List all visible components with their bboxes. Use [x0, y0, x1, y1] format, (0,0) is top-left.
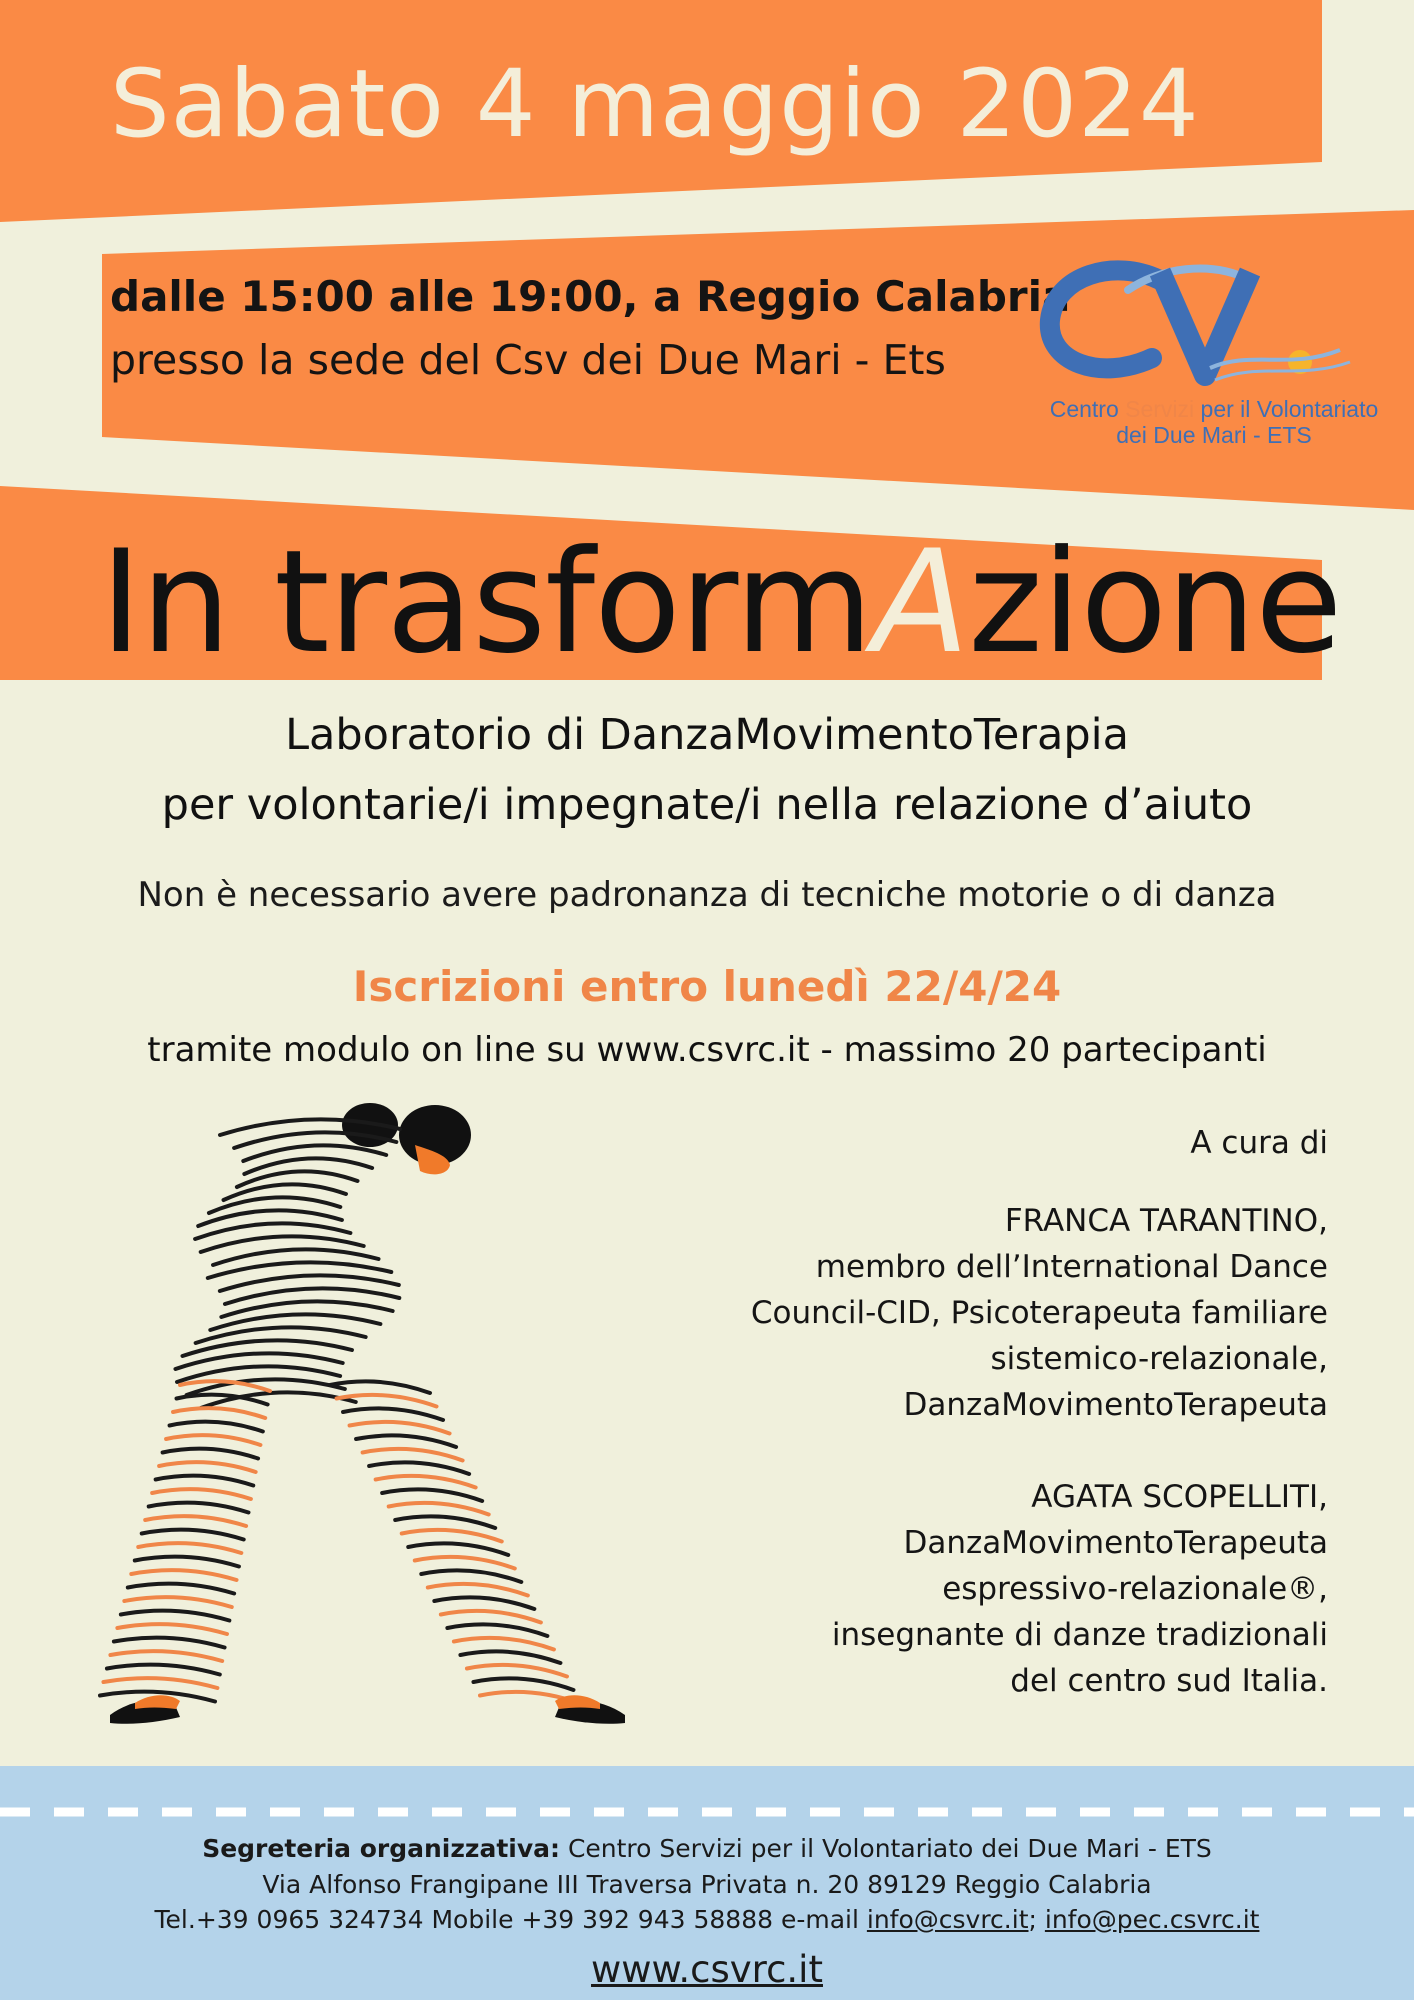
subtitle-line-1: Laboratorio di DanzaMovimentoTerapia	[285, 710, 1129, 760]
curator-1-line-3: Council-CID, Psicoterapeuta familiare	[750, 1295, 1328, 1331]
footer-dashed-divider	[0, 1806, 1414, 1818]
left-leg-stripe	[138, 1543, 241, 1553]
left-leg-stripe	[117, 1624, 227, 1634]
registration-details: tramite modulo on line su www.csvrc.it - massimo 20 partecipanti	[147, 1030, 1267, 1070]
event-time-place: dalle 15:00 alle 19:00, a Reggio Calabria	[110, 272, 1071, 321]
csv-logo-mark-icon	[1010, 250, 1410, 400]
logo-text-centro: Centro	[1049, 396, 1126, 422]
left-leg-stripe	[124, 1597, 231, 1607]
curator-1-line-1: FRANCA TARANTINO,	[1004, 1203, 1328, 1239]
left-leg-stripe	[145, 1516, 246, 1526]
email-link-info[interactable]: info@csvrc.it	[866, 1905, 1029, 1934]
left-leg-stripe	[103, 1678, 217, 1688]
right-foot-icon	[555, 1695, 600, 1709]
curator-1-line-5: DanzaMovimentoTerapeuta	[903, 1387, 1328, 1423]
right-leg-stripe	[467, 1665, 567, 1677]
footer-organizer	[0, 1834, 1414, 1863]
right-leg-stripe	[343, 1408, 443, 1420]
logo-line-2: dei Due Mari - ETS	[1116, 422, 1312, 448]
left-leg-stripe	[142, 1530, 244, 1540]
requirement-note: Non è necessario avere padronanza di tecniche motorie o di danza	[137, 875, 1277, 915]
left-leg-stripe	[149, 1503, 249, 1513]
left-leg-stripe	[128, 1584, 234, 1594]
right-leg-stripe	[382, 1489, 482, 1501]
left-leg-stripe	[166, 1435, 260, 1445]
curator-agata-scopelliti	[832, 1474, 1328, 1704]
curator-2-line-2: DanzaMovimentoTerapeuta	[903, 1525, 1328, 1561]
logo-line-1	[1018, 396, 1410, 422]
subtitle-line-2: per volontarie/i impegnate/i nella relazione d’aiuto	[161, 780, 1253, 830]
logo-text	[1018, 396, 1410, 448]
left-leg-stripe	[170, 1422, 263, 1432]
right-leg-stripe	[395, 1516, 495, 1528]
dancer-torso-stripes	[175, 1119, 400, 1408]
right-leg-stripe	[434, 1597, 534, 1609]
left-leg-stripe	[110, 1651, 222, 1661]
curator-2-line-3: espressivo-relazionale®,	[942, 1571, 1328, 1607]
curator-2-line-4: insegnante di danze tradizionali	[831, 1617, 1328, 1653]
curator-2-line-5: del centro sud Italia.	[1010, 1663, 1328, 1699]
right-leg-stripe	[460, 1651, 560, 1663]
right-leg-stripe	[415, 1557, 515, 1569]
left-leg-stripe	[159, 1462, 256, 1472]
csv-logo	[1010, 250, 1410, 455]
footer-org-name: Centro Servizi per il Volontariato dei Due Mari - ETS	[560, 1834, 1212, 1863]
right-leg-stripe	[376, 1476, 476, 1488]
footer-contacts	[0, 1905, 1414, 1934]
right-leg-stripe	[369, 1462, 469, 1474]
website-link[interactable]: www.csvrc.it	[591, 1948, 823, 1991]
right-leg-stripe	[350, 1422, 450, 1434]
event-venue: presso la sede del Csv dei Due Mari - Ets	[110, 336, 946, 384]
left-leg-stripe	[163, 1449, 258, 1459]
email-link-pec[interactable]: info@pec.csvrc.it	[1044, 1905, 1260, 1934]
right-leg-stripe	[447, 1624, 547, 1636]
dancer-illustration	[70, 1095, 720, 1755]
left-leg-stripe	[107, 1665, 220, 1675]
right-leg-stripe	[389, 1503, 489, 1515]
right-leg-stripe	[421, 1570, 521, 1582]
right-leg-stripe	[363, 1449, 463, 1461]
right-leg-stripe	[402, 1530, 502, 1542]
right-leg-stripe	[454, 1638, 554, 1650]
logo-text-volontariato: per il Volontariato	[1194, 396, 1379, 422]
curator-2-line-1: AGATA SCOPELLITI,	[1031, 1479, 1328, 1515]
left-leg-stripe	[173, 1408, 265, 1418]
curated-by-label: A cura di	[1190, 1125, 1328, 1161]
dancer-legs-stripes	[100, 1381, 580, 1703]
right-leg-stripe	[473, 1678, 573, 1690]
right-leg-stripe	[441, 1611, 541, 1623]
footer-label: Segreteria organizzativa:	[202, 1834, 560, 1863]
footer-phones: Tel.+39 0965 324734 Mobile +39 392 943 58888 e-mail	[154, 1905, 867, 1934]
left-leg-stripe	[121, 1611, 229, 1621]
left-leg-stripe	[156, 1476, 254, 1486]
right-leg-stripe	[408, 1543, 508, 1555]
main-title	[100, 520, 1342, 685]
left-leg-stripe	[135, 1557, 239, 1567]
left-leg-stripe	[114, 1638, 225, 1648]
curator-1-line-2: membro dell’International Dance	[815, 1249, 1328, 1285]
left-foot-icon	[135, 1695, 180, 1709]
right-leg-stripe	[356, 1435, 456, 1447]
logo-text-servizi: Servizi	[1125, 396, 1195, 422]
curator-1-line-4: sistemico-relazionale,	[990, 1341, 1328, 1377]
title-highlight: A	[872, 520, 969, 685]
title-part-1: In trasform	[100, 520, 873, 685]
title-part-2: zione	[968, 520, 1342, 685]
curator-franca-tarantino	[751, 1198, 1328, 1428]
footer-address: Via Alfonso Frangipane III Traversa Privata n. 20 89129 Reggio Calabria	[262, 1870, 1152, 1899]
event-date: Sabato 4 maggio 2024	[110, 50, 1200, 159]
right-leg-stripe	[428, 1584, 528, 1596]
footer-separator: ;	[1028, 1905, 1045, 1934]
registration-deadline: Iscrizioni entro lunedì 22/4/24	[352, 962, 1062, 1011]
left-leg-stripe	[152, 1489, 251, 1499]
left-leg-stripe	[131, 1570, 236, 1580]
